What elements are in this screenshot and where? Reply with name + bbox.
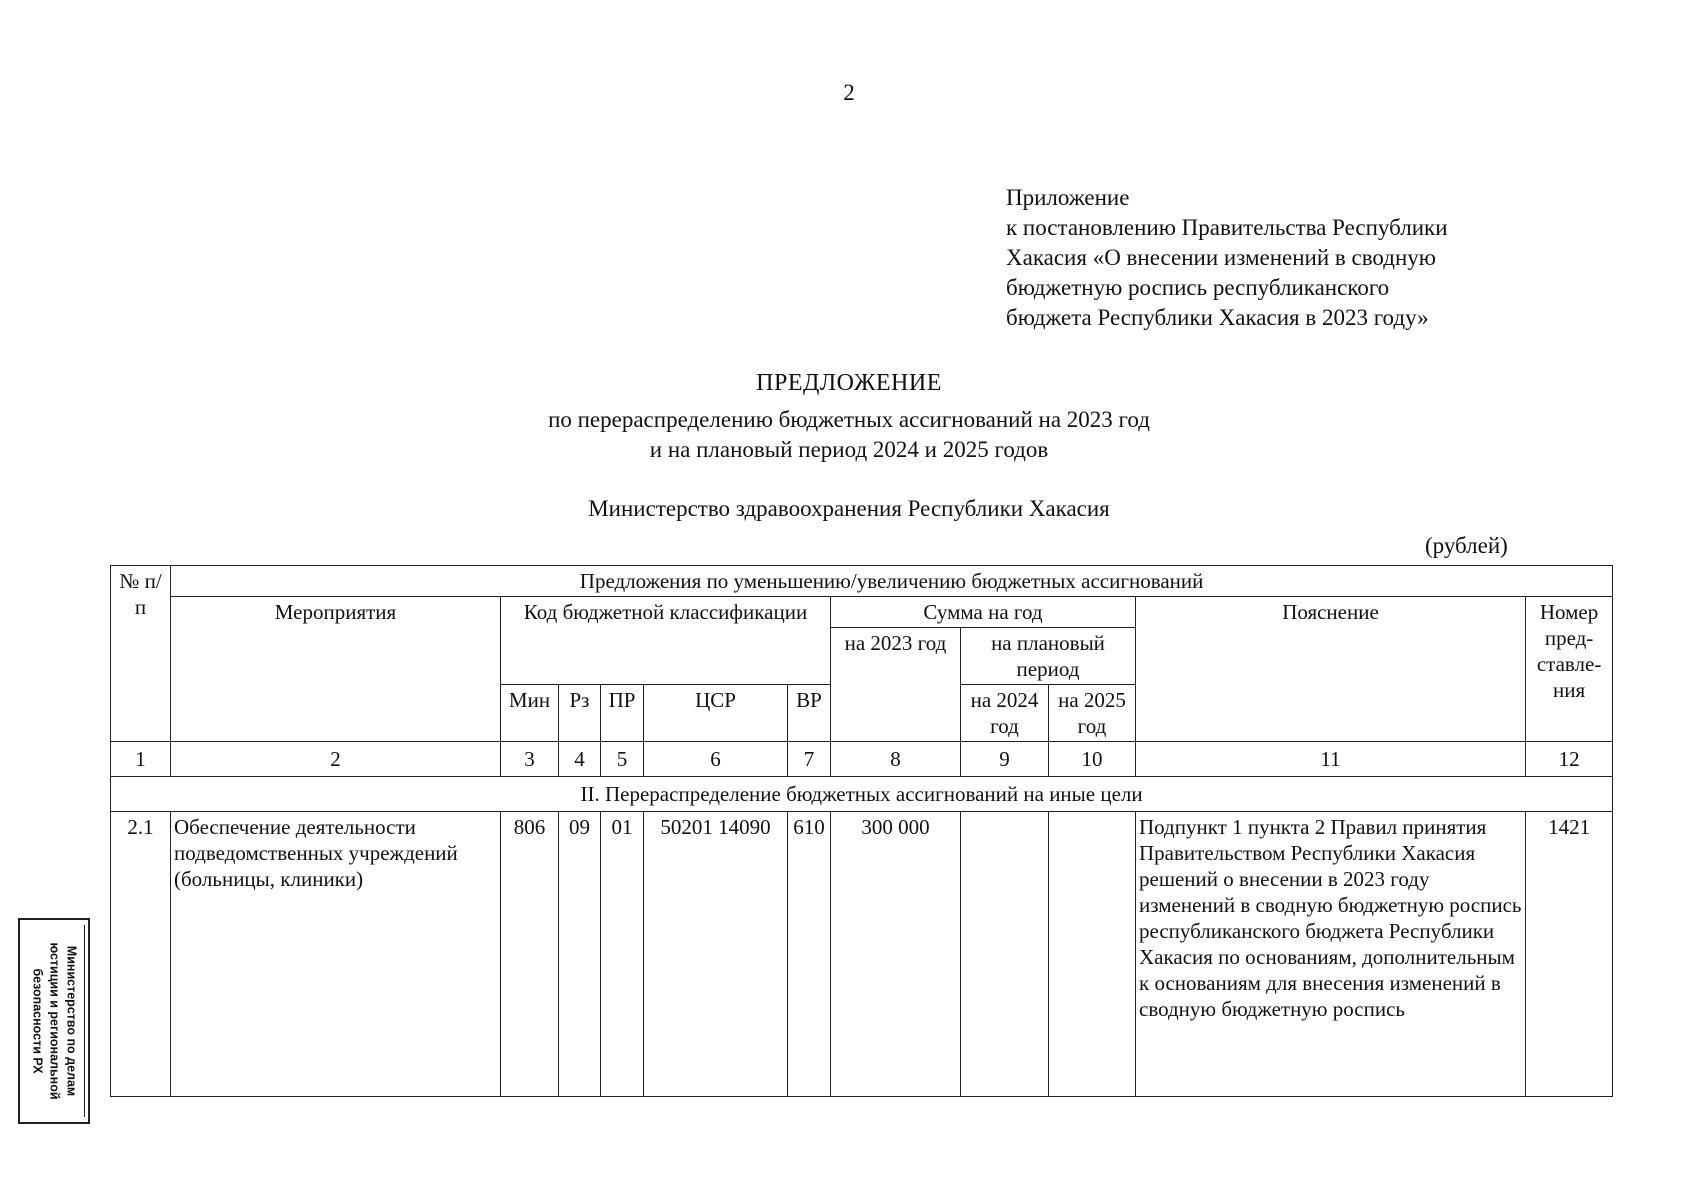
- header-amount-per-year: Сумма на год: [831, 597, 1136, 628]
- registration-stamp: [18, 918, 90, 1124]
- column-number: 9: [961, 742, 1049, 777]
- header-submission-number: Номер пред-ставле-ния: [1526, 597, 1613, 742]
- row-pr: 01: [601, 812, 644, 1097]
- appendix-line: Приложение: [1006, 185, 1130, 210]
- header-year-2025: на 2025 год: [1049, 685, 1136, 742]
- header-year-2024: на 2024 год: [961, 685, 1049, 742]
- subtitle-line: по перераспределению бюджетных ассигнований на 2023 год: [548, 407, 1150, 432]
- column-number: 10: [1049, 742, 1136, 777]
- row-rz: 09: [559, 812, 601, 1097]
- row-number: 2.1: [111, 812, 171, 1097]
- row-sum-2025: [1049, 812, 1136, 1097]
- stamp-line: Министерство по делам: [64, 945, 79, 1097]
- column-number: 1: [111, 742, 171, 777]
- ministry-name: Министерство здравоохранения Республики Хакасия: [588, 496, 1110, 521]
- row-vr: 610: [788, 812, 831, 1097]
- row-submission-number: 1421: [1526, 812, 1613, 1097]
- stamp-line: безопасности РХ: [30, 968, 45, 1074]
- column-number-row: [111, 742, 1613, 777]
- row-sum-2023: 300 000: [831, 812, 961, 1097]
- header-min: Мин: [501, 685, 559, 742]
- section-title: II. Перераспределение бюджетных ассигнований на иные цели: [111, 777, 1613, 812]
- stamp-text: [29, 923, 80, 1119]
- header-budget-code: Код бюджетной классификации: [501, 597, 831, 685]
- column-number: 2: [171, 742, 501, 777]
- appendix-line: к постановлению Правительства Республики: [1006, 215, 1448, 240]
- column-number: 6: [644, 742, 788, 777]
- header-activities: Мероприятия: [171, 597, 501, 742]
- table-row: [111, 812, 1613, 1097]
- stamp-border-line: [84, 925, 85, 1117]
- row-csr: 50201 14090: [644, 812, 788, 1097]
- header-proposals: Предложения по уменьшению/увеличению бюджетных ассигнований: [171, 566, 1613, 597]
- row-sum-2024: [961, 812, 1049, 1097]
- row-explanation: Подпункт 1 пункта 2 Правил принятия Правительством Республики Хакасия решений о внесении в 2023 году изменений в сводную бюджетную роспись республиканского бюджета Республики Хакасия по основаниям, дополнительным к основаниям для внесения изменений в сводную бюджетную роспись: [1136, 812, 1526, 1097]
- header-explanation: Пояснение: [1136, 597, 1526, 742]
- column-number: 11: [1136, 742, 1526, 777]
- appendix-block: [1006, 183, 1448, 333]
- row-min: 806: [501, 812, 559, 1097]
- document-subtitle: [0, 405, 1698, 465]
- subtitle-line: и на плановый период 2024 и 2025 годов: [649, 437, 1049, 462]
- row-activity: Обеспечение деятельности подведомственных учреждений (больницы, клиники): [171, 812, 501, 1097]
- header-csr: ЦСР: [644, 685, 788, 742]
- appendix-line: бюджета Республики Хакасия в 2023 году»: [1006, 305, 1429, 330]
- column-number: 12: [1526, 742, 1613, 777]
- column-number: 3: [501, 742, 559, 777]
- units-label: (рублей): [1425, 533, 1508, 558]
- stamp-line: юстиции и региональной: [47, 942, 62, 1100]
- page-number: 2: [843, 80, 855, 105]
- appendix-line: Хакасия «О внесении изменений в сводную: [1006, 245, 1436, 270]
- appendix-line: бюджетную роспись республиканского: [1006, 275, 1390, 300]
- header-year-2023: на 2023 год: [831, 628, 961, 742]
- column-number: 8: [831, 742, 961, 777]
- column-number: 7: [788, 742, 831, 777]
- column-number: 4: [559, 742, 601, 777]
- budget-table: [110, 565, 1613, 1097]
- column-number: 5: [601, 742, 644, 777]
- header-plan-period: на плановый период: [961, 628, 1136, 685]
- document-title: ПРЕДЛОЖЕНИЕ: [756, 370, 942, 396]
- header-vr: ВР: [788, 685, 831, 742]
- header-number: № п/п: [111, 566, 171, 742]
- header-pr: ПР: [601, 685, 644, 742]
- header-rz: Рз: [559, 685, 601, 742]
